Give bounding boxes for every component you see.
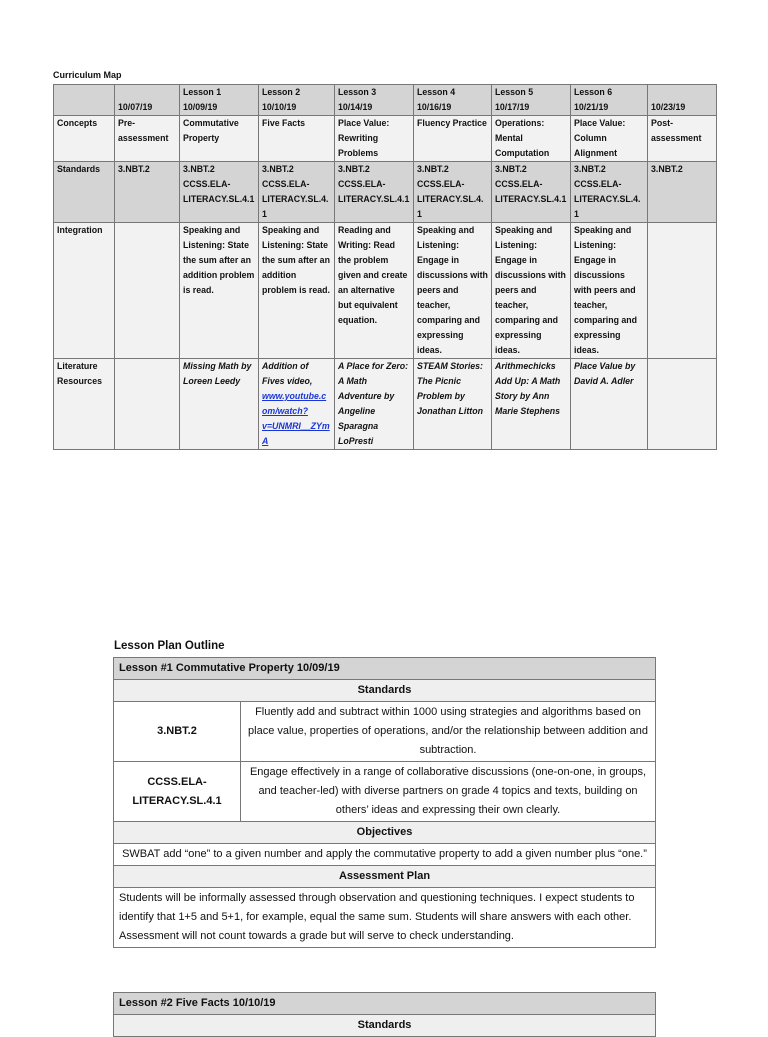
- lesson-1-heading: Lesson #1 Commutative Property 10/09/19: [114, 658, 656, 680]
- map-cell: A Place for Zero: A Math Adventure by Angeline Sparagna LoPresti: [335, 359, 414, 450]
- map-cell: Speaking and Listening: State the sum after an addition problem is read.: [180, 223, 259, 359]
- standard-description: Fluently add and subtract within 1000 using strategies and algorithms based on place value, properties of operations, and/or the relationship between addition and subtraction.: [241, 702, 656, 762]
- map-header-cell: Lesson 3 10/14/19: [335, 85, 414, 116]
- objectives-heading: Objectives: [114, 822, 656, 844]
- lesson-2-heading: Lesson #2 Five Facts 10/10/19: [114, 993, 656, 1015]
- row-label: Literature Resources: [54, 359, 115, 450]
- map-row-integration: [54, 223, 717, 359]
- map-header-cell: Lesson 4 10/16/19: [414, 85, 492, 116]
- map-header-row: [54, 85, 717, 116]
- map-cell: Post-assessment: [648, 116, 717, 162]
- map-cell: Fluency Practice: [414, 116, 492, 162]
- assessment-text: Students will be informally assessed through observation and questioning techniques. I expect students to identify that 1+5 and 5+1, for example, equal the same sum. Students will share answers with each other. Assessment will not count towards a grade but will serve to check understanding.: [114, 888, 656, 948]
- row-label: Standards: [54, 162, 115, 223]
- map-cell: Place Value: Column Alignment: [571, 116, 648, 162]
- map-cell: STEAM Stories: The Picnic Problem by Jonathan Litton: [414, 359, 492, 450]
- map-header-cell: Lesson 5 10/17/19: [492, 85, 571, 116]
- map-cell: Speaking and Listening: Engage in discussions with peers and teacher, comparing and expressing ideas.: [492, 223, 571, 359]
- row-label: Integration: [54, 223, 115, 359]
- row-label: Concepts: [54, 116, 115, 162]
- map-cell: 3.NBT.2 CCSS.ELA-LITERACY.SL.4.1: [571, 162, 648, 223]
- map-cell: [115, 223, 180, 359]
- map-cell: Speaking and Listening: Engage in discussions with peers and teacher, comparing and expressing ideas.: [571, 223, 648, 359]
- standards-heading: Standards: [114, 1015, 656, 1037]
- map-row-standards: [54, 162, 717, 223]
- map-cell: Arithmechicks Add Up: A Math Story by Ann Marie Stephens: [492, 359, 571, 450]
- map-header-cell: 10/07/19: [115, 85, 180, 116]
- map-cell: 3.NBT.2 CCSS.ELA-LITERACY.SL.4.1: [259, 162, 335, 223]
- map-cell: Speaking and Listening: Engage in discussions with peers and teacher, comparing and expressing ideas.: [414, 223, 492, 359]
- map-cell: 3.NBT.2 CCSS.ELA-LITERACY.SL.4.1: [335, 162, 414, 223]
- lesson-2-table: [113, 992, 656, 1037]
- map-cell: 3.NBT.2 CCSS.ELA-LITERACY.SL.4.1: [492, 162, 571, 223]
- map-header-cell: Lesson 6 10/21/19: [571, 85, 648, 116]
- map-cell: [648, 223, 717, 359]
- map-corner-cell: [54, 85, 115, 116]
- map-cell: 3.NBT.2 CCSS.ELA-LITERACY.SL.4.1: [414, 162, 492, 223]
- map-cell: 3.NBT.2: [115, 162, 180, 223]
- map-cell: Pre-assessment: [115, 116, 180, 162]
- map-cell: Missing Math by Loreen Leedy: [180, 359, 259, 450]
- standard-code: 3.NBT.2: [114, 702, 241, 762]
- standards-heading: Standards: [114, 680, 656, 702]
- map-cell: [259, 359, 335, 450]
- map-cell: Speaking and Listening: State the sum after an addition problem is read.: [259, 223, 335, 359]
- standard-description: Engage effectively in a range of collaborative discussions (one-on-one, in groups, and teacher-led) with diverse partners on grade 4 topics and texts, building on others’ ideas and expressing their own clearly.: [241, 762, 656, 822]
- standard-code: CCSS.ELA-LITERACY.SL.4.1: [114, 762, 241, 822]
- map-cell: Reading and Writing: Read the problem given and create an alternative but equivalent equation.: [335, 223, 414, 359]
- lesson-plan-title: Lesson Plan Outline: [114, 640, 225, 652]
- map-row-concepts: [54, 116, 717, 162]
- curriculum-map-title: Curriculum Map: [53, 70, 122, 80]
- map-header-cell: 10/23/19: [648, 85, 717, 116]
- curriculum-map-table: [53, 84, 717, 450]
- map-cell: Place Value by David A. Adler: [571, 359, 648, 450]
- map-cell: Five Facts: [259, 116, 335, 162]
- map-header-cell: Lesson 2 10/10/19: [259, 85, 335, 116]
- map-cell: 3.NBT.2 CCSS.ELA-LITERACY.SL.4.1: [180, 162, 259, 223]
- map-cell: [648, 359, 717, 450]
- youtube-link[interactable]: www.youtube.com/watch?v=UNMRI__ZYmA: [262, 391, 330, 446]
- map-cell: Place Value: Rewriting Problems: [335, 116, 414, 162]
- map-row-literature: [54, 359, 717, 450]
- video-title: Addition of Fives video,: [262, 361, 313, 386]
- map-cell: [115, 359, 180, 450]
- objectives-text: SWBAT add “one” to a given number and apply the commutative property to add a given number plus “one.”: [114, 844, 656, 866]
- map-cell: Operations: Mental Computation: [492, 116, 571, 162]
- map-cell: Commutative Property: [180, 116, 259, 162]
- assessment-heading: Assessment Plan: [114, 866, 656, 888]
- map-cell: 3.NBT.2: [648, 162, 717, 223]
- map-header-cell: Lesson 1 10/09/19: [180, 85, 259, 116]
- lesson-1-table: [113, 657, 656, 948]
